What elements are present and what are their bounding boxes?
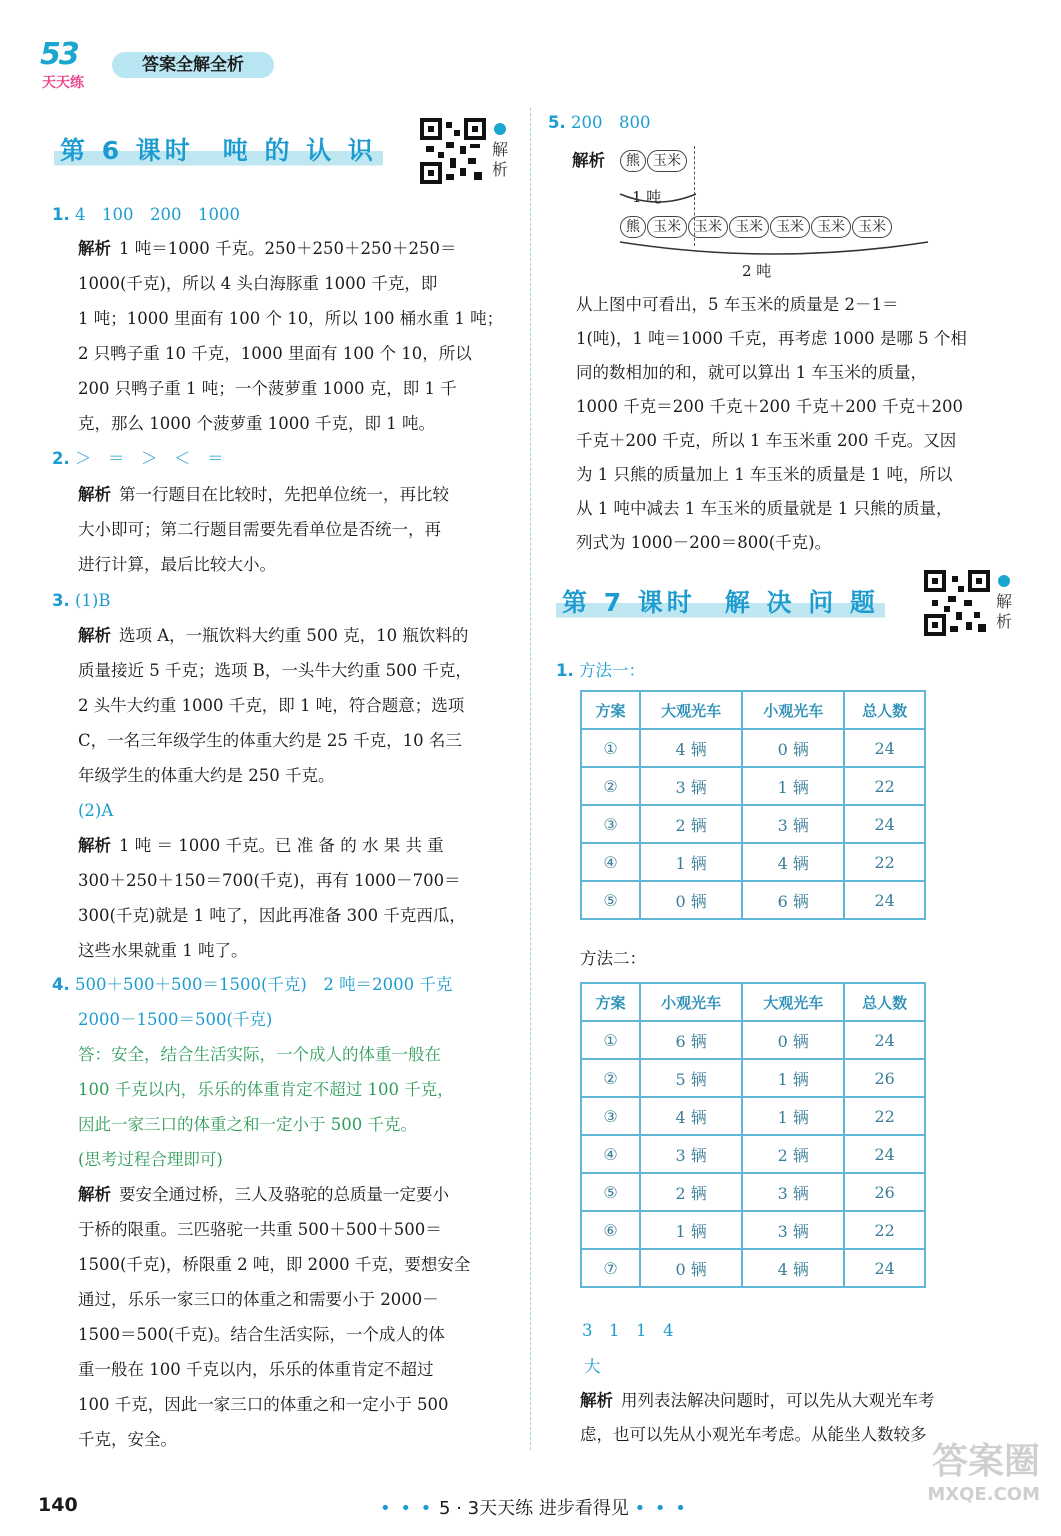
- table-cell: 24: [844, 1249, 925, 1287]
- table-cell: 1 辆: [742, 1097, 844, 1135]
- table-cell: ①: [581, 729, 640, 767]
- table-cell: 3 辆: [640, 767, 742, 805]
- q3-answer-row: 3. (1)B: [52, 591, 111, 610]
- q3-explain-5: 年级学生的体重大约是 250 千克。: [78, 766, 335, 785]
- table-cell: 26: [844, 1059, 925, 1097]
- table-row: [581, 881, 925, 919]
- table-cell: 3 辆: [640, 1135, 742, 1173]
- q3-explain-2: 质量接近 5 千克；选项 B，一头牛大约重 500 千克，: [78, 661, 472, 680]
- table-cell: 2 辆: [742, 1135, 844, 1173]
- q4-explain-8: 千克，安全。: [78, 1430, 177, 1449]
- q4-explain-4: 通过，乐乐一家三口的体重之和需要小于 2000－: [78, 1290, 439, 1309]
- q3-explain-6: 解析 1 吨 ＝ 1000 千克。已 准 备 的 水 果 共 重: [78, 836, 444, 855]
- table-cell: 1 辆: [640, 843, 742, 881]
- table-cell: 4 辆: [640, 1097, 742, 1135]
- q1-explain-1: 解析 1 吨＝1000 千克。250＋250＋250＋250＝: [78, 239, 457, 258]
- play-icon: [494, 123, 506, 135]
- q4-explain-1: 解析 要安全通过桥，三人及骆驼的总质量一定要小: [78, 1185, 449, 1204]
- q5-explain-2: 1(吨)，1 吨＝1000 千克，再考虑 1000 是哪 5 个相: [576, 329, 967, 348]
- page-number: 140: [38, 1494, 78, 1516]
- table-cell: 0 辆: [640, 881, 742, 919]
- lesson-7-title: 第 7 课时 解 决 问 题: [556, 586, 885, 620]
- table-cell: ⑦: [581, 1249, 640, 1287]
- q4-explain-6: 重一般在 100 千克以内，乐乐的体重肯定不超过: [78, 1360, 434, 1379]
- table-cell: ②: [581, 1059, 640, 1097]
- table-cell: 4 辆: [742, 843, 844, 881]
- table-cell: 4 辆: [742, 1249, 844, 1287]
- play-icon: [998, 575, 1010, 587]
- q4-green-1: 答：安全，结合生活实际，一个成人的体重一般在: [78, 1045, 441, 1064]
- q1-explain-2: 1000(千克)，所以 4 头白海豚重 1000 千克，即: [78, 274, 438, 293]
- corn-box: 玉米: [729, 216, 769, 238]
- bear-box: 熊: [620, 216, 646, 238]
- table-header-cell: 总人数: [844, 983, 925, 1021]
- table-cell: ①: [581, 1021, 640, 1059]
- table-header-cell: 小观光车: [742, 691, 844, 729]
- corn-box: 玉米: [647, 150, 687, 172]
- table-header-cell: 方案: [581, 983, 640, 1021]
- q5-jx-label: 解析: [572, 151, 605, 170]
- q5-diagram-row-2: [620, 216, 893, 238]
- qr-code-icon[interactable]: [924, 570, 990, 636]
- l7-method2-label: 方法二：: [580, 949, 646, 968]
- q4-answer-row-1: 4. 500＋500＋500＝1500(千克) 2 吨＝2000 千克: [52, 975, 453, 994]
- q5-explain-4: 1000 千克＝200 千克＋200 千克＋200 千克＋200: [576, 397, 963, 416]
- header-tag: 答案全解全析: [112, 52, 274, 78]
- table-row: [581, 1211, 925, 1249]
- corn-box: 玉米: [688, 216, 728, 238]
- table-cell: 5 辆: [640, 1059, 742, 1097]
- corn-box: 玉米: [811, 216, 851, 238]
- table-header-row: [581, 691, 925, 729]
- table-cell: 0 辆: [742, 1021, 844, 1059]
- table-cell: ④: [581, 843, 640, 881]
- q4-answer-row-2: 2000－1500＝500(千克): [78, 1010, 273, 1029]
- table-cell: 2 辆: [640, 805, 742, 843]
- q4-green-3: 因此一家三口的体重之和一定小于 500 千克。: [78, 1115, 417, 1134]
- q5-answer-row: 5. 200 800: [548, 113, 651, 132]
- q4-explain-5: 1500＝500(千克)。结合生活实际，一个成人的体: [78, 1325, 445, 1344]
- table-cell: 2 辆: [640, 1173, 742, 1211]
- table-cell: 1 辆: [640, 1211, 742, 1249]
- plan-table-1: [580, 690, 926, 920]
- table-cell: ⑤: [581, 881, 640, 919]
- table-row: [581, 729, 925, 767]
- logo: 53 天天练: [40, 37, 84, 91]
- table-cell: 24: [844, 805, 925, 843]
- q5-explain-7: 从 1 吨中减去 1 车玉米的质量就是 1 只熊的质量，: [576, 499, 953, 518]
- q1-answer-row: 1. 4 100 200 1000: [52, 205, 240, 224]
- bear-box: 熊: [620, 150, 646, 172]
- l7-explain-1: 解析 用列表法解决问题时，可以先从大观光车考: [580, 1391, 935, 1410]
- q3-explain-3: 2 头牛大约重 1000 千克，即 1 吨，符合题意；选项: [78, 696, 465, 715]
- q1-explain-6: 克，那么 1000 个菠萝重 1000 千克，即 1 吨。: [78, 414, 435, 433]
- corn-box: 玉米: [852, 216, 892, 238]
- table-row: [581, 805, 925, 843]
- q5-one-ton-label: 1 吨: [632, 188, 662, 206]
- table-cell: 22: [844, 767, 925, 805]
- table-cell: ⑥: [581, 1211, 640, 1249]
- column-divider: [530, 108, 531, 1450]
- qr-code-icon[interactable]: [420, 118, 486, 184]
- footer-slogan: • • • 5 · 3天天练 进步看得见 • • •: [380, 1498, 688, 1519]
- table-cell: ③: [581, 1097, 640, 1135]
- q3-explain-7: 300＋250＋150＝700(千克)，再有 1000－700＝: [78, 871, 461, 890]
- table-row: [581, 1173, 925, 1211]
- q2-answer-row: 2. ＞ ＝ ＞ ＜ ＝: [52, 449, 224, 468]
- table-header-row: [581, 983, 925, 1021]
- table-header-cell: 大观光车: [742, 983, 844, 1021]
- q3-explain-1: 解析 选项 A，一瓶饮料大约重 500 克，10 瓶饮料的: [78, 626, 469, 645]
- plan-table-2: [580, 982, 926, 1288]
- q5-one-ton-brace: [618, 192, 698, 210]
- q2-explain-2: 大小即可；第二行题目需要先看单位是否统一，再: [78, 520, 441, 539]
- q5-explain-5: 千克＋200 千克，所以 1 车玉米重 200 千克。又因: [576, 431, 957, 450]
- q4-explain-2: 于桥的限重。三匹骆驼一共重 500＋500＋500＝: [78, 1220, 442, 1239]
- table-row: [581, 843, 925, 881]
- q3-explain-8: 300(千克)就是 1 吨了，因此再准备 300 千克西瓜，: [78, 906, 466, 925]
- q1-explain-5: 200 只鸭子重 1 吨；一个菠萝重 1000 克，即 1 千: [78, 379, 457, 398]
- table-cell: ⑤: [581, 1173, 640, 1211]
- q2-explain-3: 进行计算，最后比较大小。: [78, 555, 276, 574]
- q3-explain-9: 这些水果就重 1 吨了。: [78, 941, 248, 960]
- q5-explain-1: 从上图中可看出，5 车玉米的质量是 2－1＝: [576, 295, 899, 314]
- table-cell: 3 辆: [742, 1211, 844, 1249]
- q3-explain-4: C，一名三年级学生的体重大约是 25 千克，10 名三: [78, 731, 462, 750]
- q4-green-2: 100 千克以内，乐乐的体重肯定不超过 100 千克，: [78, 1080, 454, 1099]
- q5-explain-3: 同的数相加的和，就可以算出 1 车玉米的质量，: [576, 363, 927, 382]
- table-row: [581, 767, 925, 805]
- table-cell: 6 辆: [742, 881, 844, 919]
- q1-explain-4: 2 只鸭子重 10 千克，1000 里面有 100 个 10，所以: [78, 344, 472, 363]
- table-cell: ③: [581, 805, 640, 843]
- q4-explain-7: 100 千克，因此一家三口的体重之和一定小于 500: [78, 1395, 449, 1414]
- q5-two-ton-label: 2 吨: [742, 262, 772, 280]
- table-cell: 22: [844, 1097, 925, 1135]
- table-cell: 4 辆: [640, 729, 742, 767]
- table-cell: 6 辆: [640, 1021, 742, 1059]
- table-header-cell: 总人数: [844, 691, 925, 729]
- q3-answer-2: (2)A: [78, 801, 114, 820]
- q5-explain-6: 为 1 只熊的质量加上 1 车玉米的质量是 1 吨，所以: [576, 465, 953, 484]
- table-row: [581, 1059, 925, 1097]
- table-header-cell: 方案: [581, 691, 640, 729]
- table-cell: 26: [844, 1173, 925, 1211]
- q2-explain-1: 解析 第一行题目在比较时，先把单位统一，再比较: [78, 485, 449, 504]
- table-header-cell: 小观光车: [640, 983, 742, 1021]
- table-cell: 24: [844, 1135, 925, 1173]
- table-row: [581, 1097, 925, 1135]
- q4-green-4: (思考过程合理即可): [78, 1150, 223, 1169]
- table-header-cell: 大观光车: [640, 691, 742, 729]
- table-cell: 0 辆: [742, 729, 844, 767]
- table-row: [581, 1135, 925, 1173]
- table-cell: 3 辆: [742, 805, 844, 843]
- l7-answer-nums: 3 1 1 4: [582, 1321, 674, 1340]
- table-row: [581, 1249, 925, 1287]
- table-cell: 24: [844, 1021, 925, 1059]
- corn-box: 玉米: [770, 216, 810, 238]
- table-cell: 1 辆: [742, 1059, 844, 1097]
- table-cell: 0 辆: [640, 1249, 742, 1287]
- q4-explain-3: 1500(千克)，桥限重 2 吨，即 2000 千克，要想安全: [78, 1255, 471, 1274]
- table-cell: 3 辆: [742, 1173, 844, 1211]
- q1-explain-3: 1 吨；1000 里面有 100 个 10，所以 100 桶水重 1 吨；: [78, 309, 504, 328]
- lesson-6-title: 第 6 课时 吨 的 认 识: [54, 134, 383, 168]
- watermark: 答案圈 MXQE.COM: [927, 1441, 1040, 1505]
- table-row: [581, 1021, 925, 1059]
- q5-explain-8: 列式为 1000－200＝800(千克)。: [576, 533, 832, 552]
- table-cell: 22: [844, 843, 925, 881]
- table-cell: 1 辆: [742, 767, 844, 805]
- table-cell: ②: [581, 767, 640, 805]
- l7-explain-2: 虑，也可以先从小观光车考虑。从能坐人数较多: [580, 1425, 927, 1444]
- qr-label-lesson-7: 解析: [996, 572, 1016, 632]
- table-cell: 22: [844, 1211, 925, 1249]
- table-cell: 24: [844, 881, 925, 919]
- corn-box: 玉米: [647, 216, 687, 238]
- qr-label-lesson-6: 解析: [492, 120, 512, 180]
- q5-two-ton-brace: [618, 240, 930, 262]
- l7-answer-word: 大: [584, 1357, 601, 1376]
- table-cell: 24: [844, 729, 925, 767]
- table-cell: ④: [581, 1135, 640, 1173]
- l7-q1-row: 1. 方法一：: [556, 661, 645, 680]
- q5-diagram-row-1: [620, 150, 688, 172]
